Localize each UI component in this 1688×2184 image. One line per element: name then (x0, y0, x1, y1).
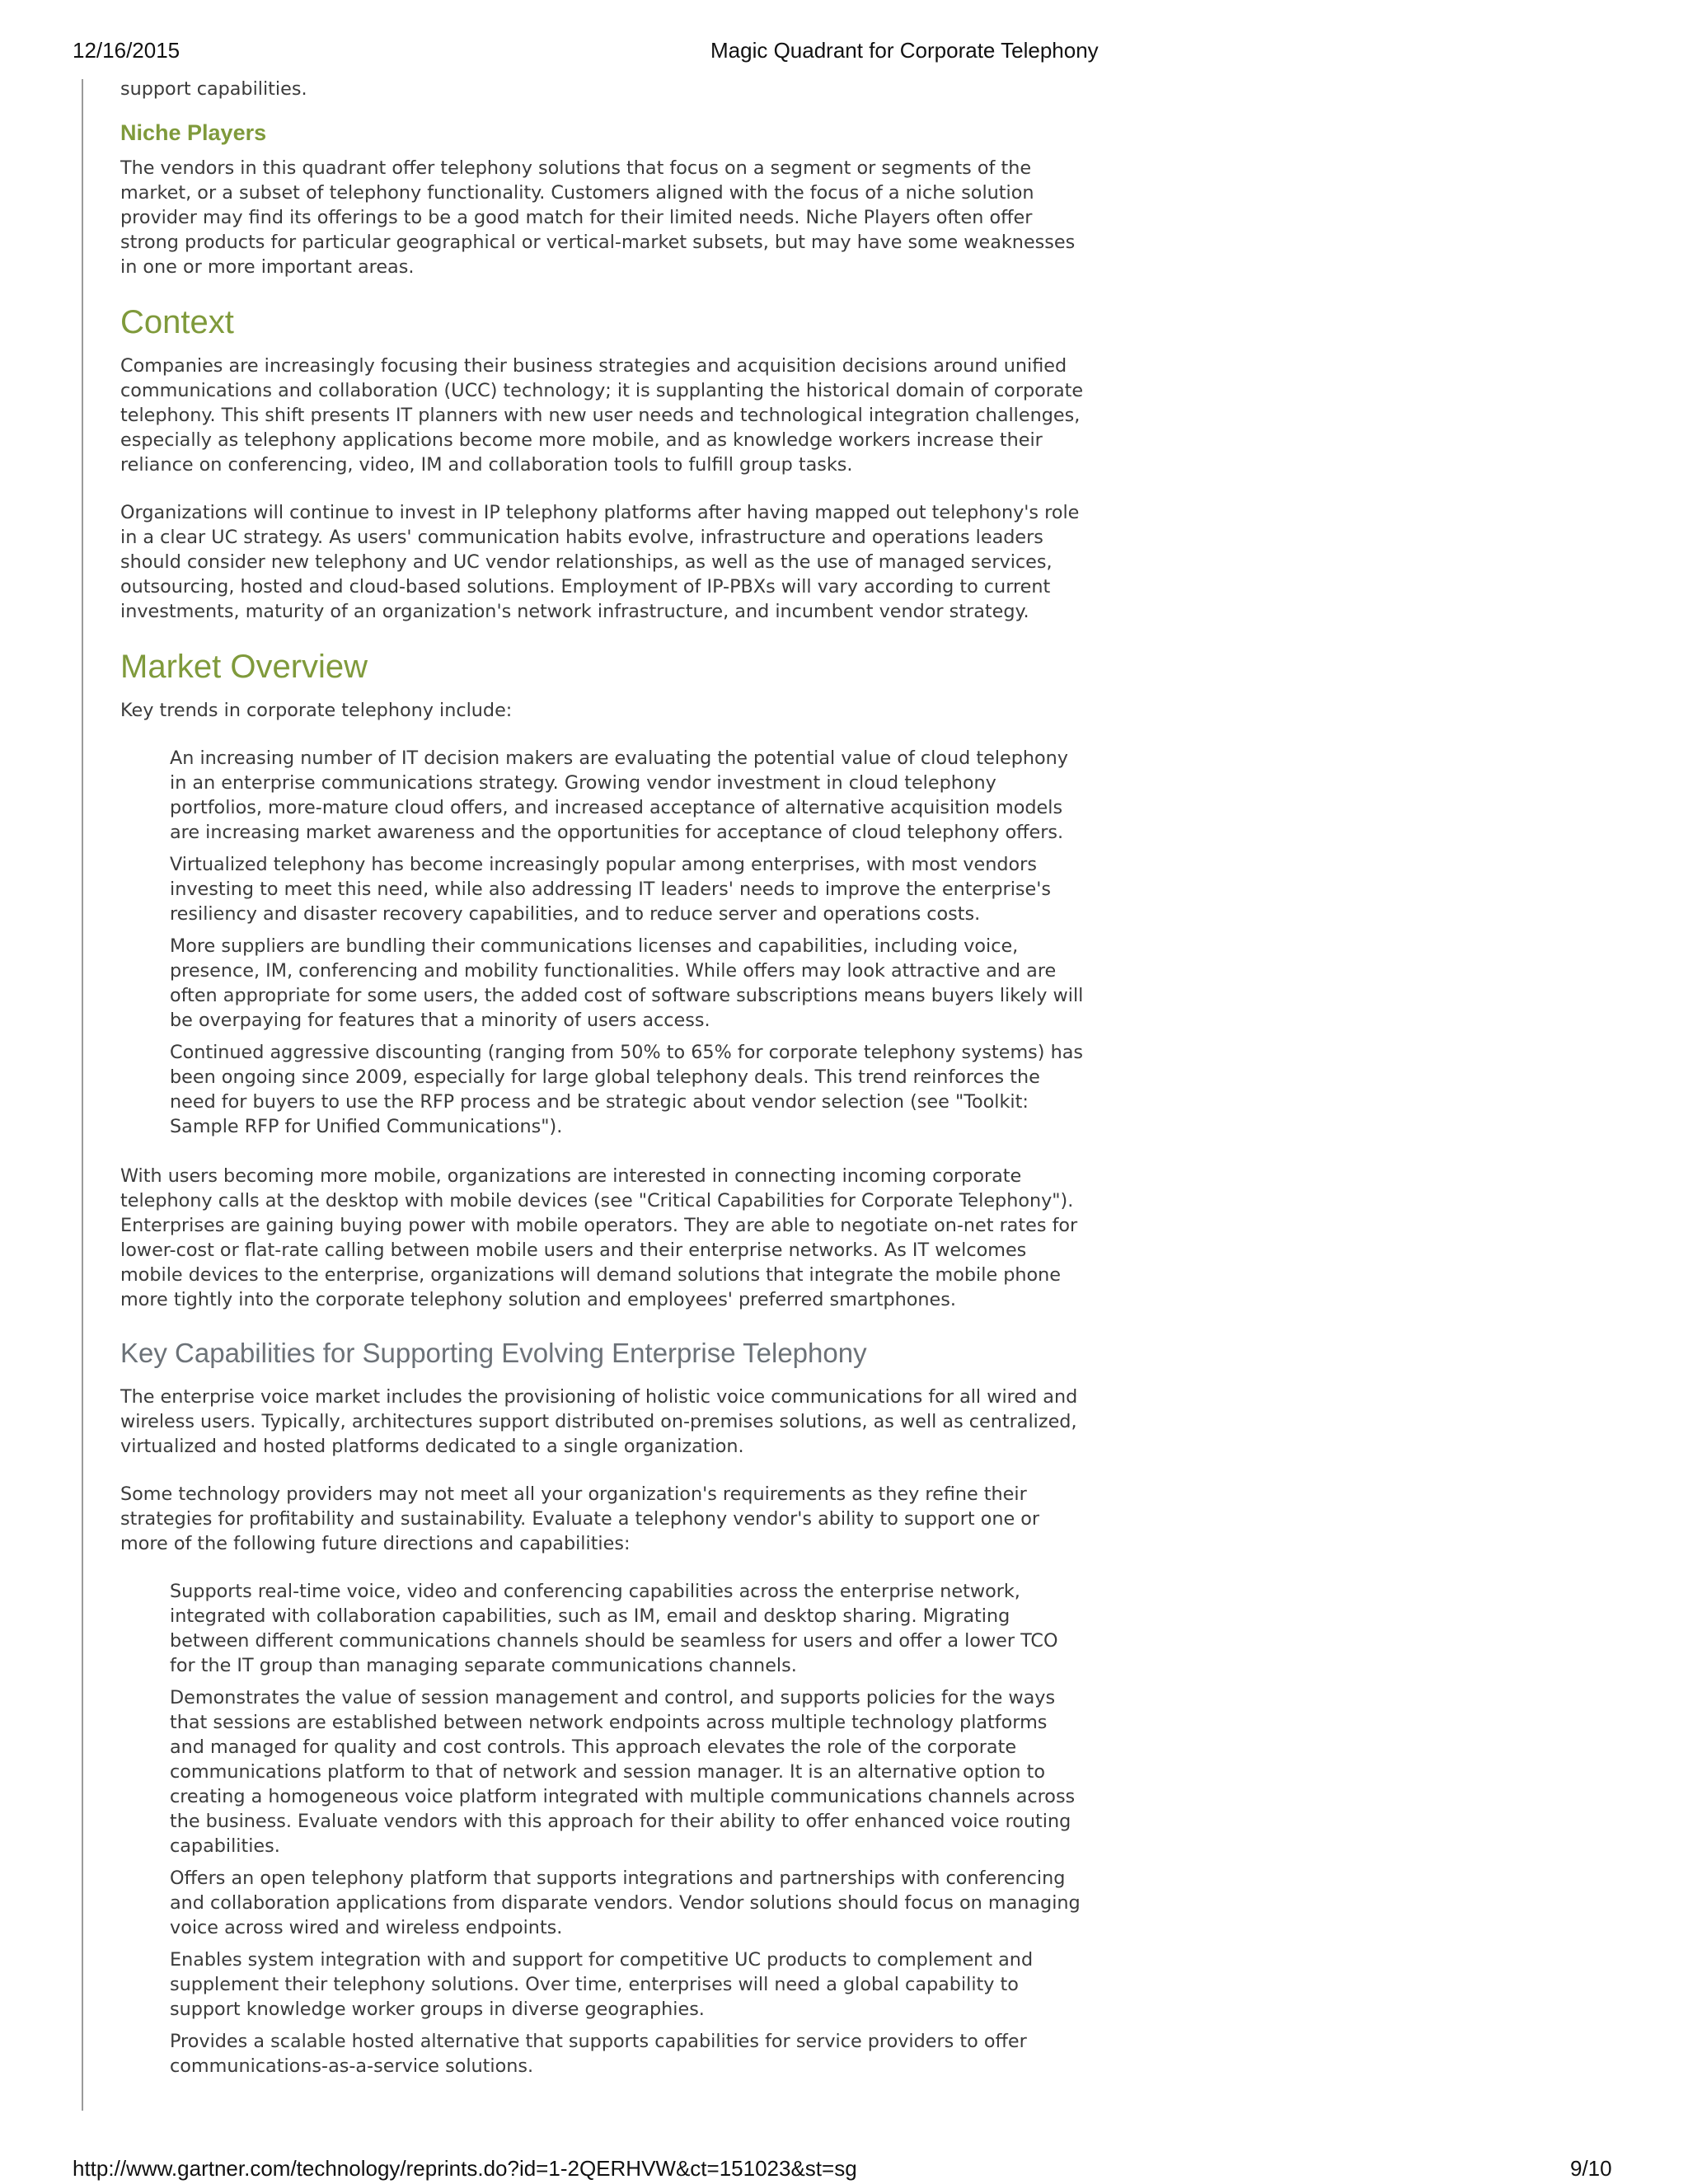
key-capabilities-heading: Key Capabilities for Supporting Evolving Enterprise Telephony (120, 1338, 867, 1368)
market-overview-heading: Market Overview (120, 649, 368, 685)
print-date: 12/16/2015 (73, 38, 181, 63)
print-url: http://www.gartner.com/technology/reprints.do?id=1-2QERHVW&ct=151023&st=sg (73, 2156, 857, 2181)
niche-players-paragraph: The vendors in this quadrant offer telephony solutions that focus on a segment or segments of the market, or a subset of telephony functionality. Customers aligned with the focus of a niche solution provider may find its offerings to be a good match for their limited needs. Niche Players often offer strong products for particular geographical or vertical-market subsets, but may have some weaknesses in one or more important areas. (120, 157, 1076, 278)
list-item: Continued aggressive discounting (ranging from 50% to 65% for corporate telephony systems) has been ongoing since 2009, especially for large global telephony deals. This trend reinforces the need for buyers to use the RFP process and be strategic about vendor selection (see "Toolkit: Sample RFP for Unified Communications"). (170, 1042, 1083, 1137)
content-left-rule (82, 79, 83, 2111)
print-title: Magic Quadrant for Corporate Telephony (710, 38, 1099, 63)
list-item: Offers an open telephony platform that supports integrations and partnerships with conferencing and collaboration applications from disparate vendors. Vendor solutions should focus on managing voice across wired and wireless endpoints. (170, 1868, 1081, 1938)
capabilities-list (120, 1579, 1085, 2079)
list-item: Enables system integration with and support for competitive UC products to complement and supplement their telephony solutions. Over time, enterprises will need a global capability to support knowledge worker groups in diverse geographies. (170, 1949, 1034, 2020)
list-item: Demonstrates the value of session management and control, and supports policies for the ways that sessions are established between network endpoints across multiple technology platforms and managed for quality and cost controls. This approach elevates the role of the corporate communications platform to that of network and session manager. It is an alternative option to creating a homogeneous voice platform integrated with multiple communications channels across the business. Evaluate vendors with this approach for their ability to offer enhanced voice routing capabilities. (170, 1687, 1076, 1857)
list-item: Virtualized telephony has become increasingly popular among enterprises, with most vendors investing to meet this need, while also addressing IT leaders' needs to improve the enterprise's resiliency and disaster recovery capabilities, and to reduce server and operations costs. (170, 854, 1051, 925)
mobile-paragraph: With users becoming more mobile, organizations are interested in connecting incoming corporate telephony calls at the desktop with mobile devices (see "Critical Capabilities for Corporate Telephony"). Enterprises are gaining buying power with mobile operators. They are able to negotiate on-net rates for lower-cost or flat-rate calling between mobile users and their enterprise networks. As IT welcomes mobile devices to the enterprise, organizations will demand solutions that integrate the mobile phone more tightly into the corporate telephony solution and employees' preferred smartphones. (120, 1165, 1078, 1310)
market-overview-intro: Key trends in corporate telephony include: (120, 700, 513, 721)
document-body (120, 77, 1085, 2102)
capabilities-paragraph-1: The enterprise voice market includes the provisioning of holistic voice communications for all wired and wireless users. Typically, architectures support distributed on-premises solutions, as well as centralized, virtualized and hosted platforms dedicated to a single organization. (120, 1386, 1078, 1457)
market-trends-list (120, 746, 1085, 1139)
context-heading: Context (120, 304, 234, 340)
print-header (0, 38, 1688, 71)
page-number: 9/10 (1570, 2156, 1612, 2181)
carryover-text: support capabilities. (120, 78, 307, 100)
list-item: An increasing number of IT decision makers are evaluating the potential value of cloud telephony in an enterprise communications strategy. Growing vendor investment in cloud telephony portfolios, more-mature cloud offers, and increased acceptance of alternative acquisition models are increasing market awareness and the opportunities for acceptance of cloud telephony offers. (170, 748, 1068, 843)
list-item: More suppliers are bundling their communications licenses and capabilities, including voice, presence, IM, conferencing and mobility functionalities. While offers may look attractive and are often appropriate for some users, the added cost of software subscriptions means buyers likely will be overpaying for features that a minority of users access. (170, 935, 1084, 1031)
niche-players-heading: Niche Players (120, 120, 267, 145)
context-paragraph-2: Organizations will continue to invest in IP telephony platforms after having mapped out telephony's role in a clear UC strategy. As users' communication habits evolve, infrastructure and operations leaders should consider new telephony and UC vendor relationships, as well as the use of managed services, outsourcing, hosted and cloud-based solutions. Employment of IP-PBXs will vary according to current investments, maturity of an organization's network infrastructure, and incumbent vendor strategy. (120, 502, 1080, 622)
capabilities-paragraph-2: Some technology providers may not meet all your organization's requirements as they refine their strategies for profitability and sustainability. Evaluate a telephony vendor's ability to support one or more of the following future directions and capabilities: (120, 1483, 1040, 1554)
print-footer (0, 2156, 1688, 2184)
list-item: Provides a scalable hosted alternative that supports capabilities for service providers to offer communications-as-a-service solutions. (170, 2031, 1027, 2077)
context-paragraph-1: Companies are increasingly focusing their business strategies and acquisition decisions around unified communications and collaboration (UCC) technology; it is supplanting the historical domain of corporate telephony. This shift presents IT planners with new user needs and technological integration challenges, especially as telephony applications become more mobile, and as knowledge workers increase their reliance on conferencing, video, IM and collaboration tools to fulfill group tasks. (120, 355, 1084, 476)
list-item: Supports real-time voice, video and conferencing capabilities across the enterprise network, integrated with collaboration capabilities, such as IM, email and desktop sharing. Migrating between different communications channels should be seamless for users and offer a lower TCO for the IT group than managing separate communications channels. (170, 1581, 1058, 1676)
